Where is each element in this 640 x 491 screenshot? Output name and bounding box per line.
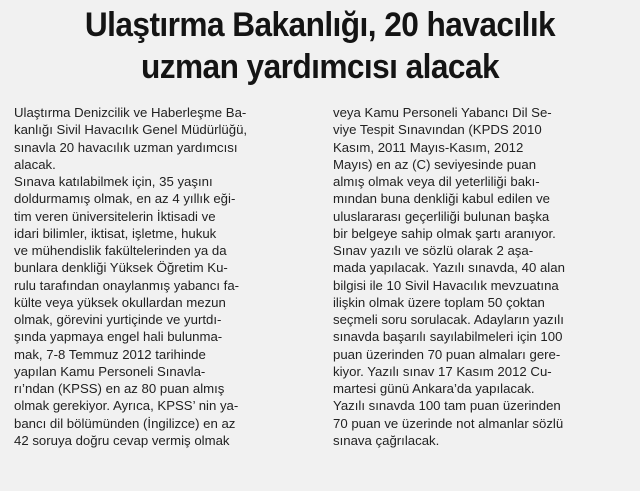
body-line: külte veya yüksek okullardan mezun — [14, 294, 226, 310]
body-line: ilişkin olmak üzere toplam 50 çoktan — [333, 294, 545, 310]
body-line: rı’ndan (KPSS) en az 80 puan almış — [14, 381, 225, 396]
body-line: 42 soruya doğru cevap vermiş olmak — [14, 432, 230, 448]
body-line: viye Tespit Sınavından (KPDS 2010 — [333, 122, 542, 138]
article-column-left — [14, 104, 310, 449]
body-line: Sınav yazılı ve sözlü olarak 2 aşa- — [333, 243, 534, 258]
body-line: olmak, görevini yurtiçinde ve yurtdı- — [14, 312, 222, 327]
body-line: bancı dil bölümünden (İngilizce) en az — [14, 415, 236, 431]
body-line: bunlara denkliği Yüksek Öğretim Ku- — [14, 260, 228, 276]
body-line: veya Kamu Personeli Yabancı Dil Se- — [333, 105, 552, 120]
body-line: ve mühendislik fakültelerinden ya da — [14, 243, 227, 258]
body-line: Sınava katılabilmek için, 35 yaşını — [14, 174, 213, 189]
body-line: tim veren üniversitelerin İktisadi ve — [14, 208, 216, 224]
body-line: almış olmak veya dil yeterliliği bakı- — [333, 174, 540, 189]
headline-line-1: Ulaştırma Bakanlığı, 20 havacılık — [84, 6, 556, 44]
body-line: doldurmamış olmak, en az 4 yıllık eği- — [14, 191, 236, 207]
body-line: alacak. — [14, 156, 56, 172]
body-line: kiyor. Yazılı sınav 17 Kasım 2012 Cu- — [333, 363, 552, 379]
body-line: mından buna denkliği kabul edilen ve — [333, 191, 551, 207]
body-line: puan üzerinden 70 puan almaları gere- — [333, 346, 561, 362]
body-line: şında yapmaya engel hali bulunma- — [14, 329, 223, 345]
body-line: olmak gerekiyor. Ayrıca, KPSS’ nin ya- — [14, 398, 239, 414]
body-line: sınavda başarılı sayılabilmeleri için 100 — [333, 329, 563, 345]
article-column-right — [333, 104, 623, 449]
body-line: uluslararası geçerliliği bulunan başka — [333, 208, 550, 224]
body-line: bir belgeye sahip olmak şartı aranıyor. — [333, 225, 556, 241]
body-line: 70 puan ve üzerinde not almanlar sözlü — [333, 415, 564, 431]
body-line: mak, 7-8 Temmuz 2012 tarihinde — [14, 346, 206, 362]
body-line: bilgisi ile 10 Sivil Havacılık mevzuatına — [333, 277, 559, 293]
body-line: yapılan Kamu Personeli Sınavla- — [14, 363, 206, 379]
body-line: mada yapılacak. Yazılı sınavda, 40 alan — [333, 260, 565, 276]
body-line: Mayıs) en az (C) seviyesinde puan — [333, 156, 537, 172]
article-headline — [30, 4, 610, 88]
body-line: rulu tarafından onaylanmış yabancı fa- — [14, 277, 240, 293]
body-line: martesi günü Ankara’da yapılacak. — [333, 381, 535, 396]
body-line: Yazılı sınavda 100 tam puan üzerinden — [333, 398, 561, 414]
body-line: Ulaştırma Denizcilik ve Haberleşme Ba- — [14, 105, 247, 120]
body-line: sınava çağrılacak. — [333, 432, 440, 448]
body-line: idari bilimler, iktisat, işletme, hukuk — [14, 225, 217, 241]
body-line: seçmeli soru sorulacak. Adayların yazılı — [333, 312, 564, 327]
body-line: sınavla 20 havacılık uzman yardımcısı — [14, 139, 238, 155]
headline-line-2: uzman yardımcısı alacak — [140, 48, 500, 86]
body-line: Kasım, 2011 Mayıs-Kasım, 2012 — [333, 139, 524, 155]
body-line: kanlığı Sivil Havacılık Genel Müdürlüğü, — [14, 122, 248, 138]
